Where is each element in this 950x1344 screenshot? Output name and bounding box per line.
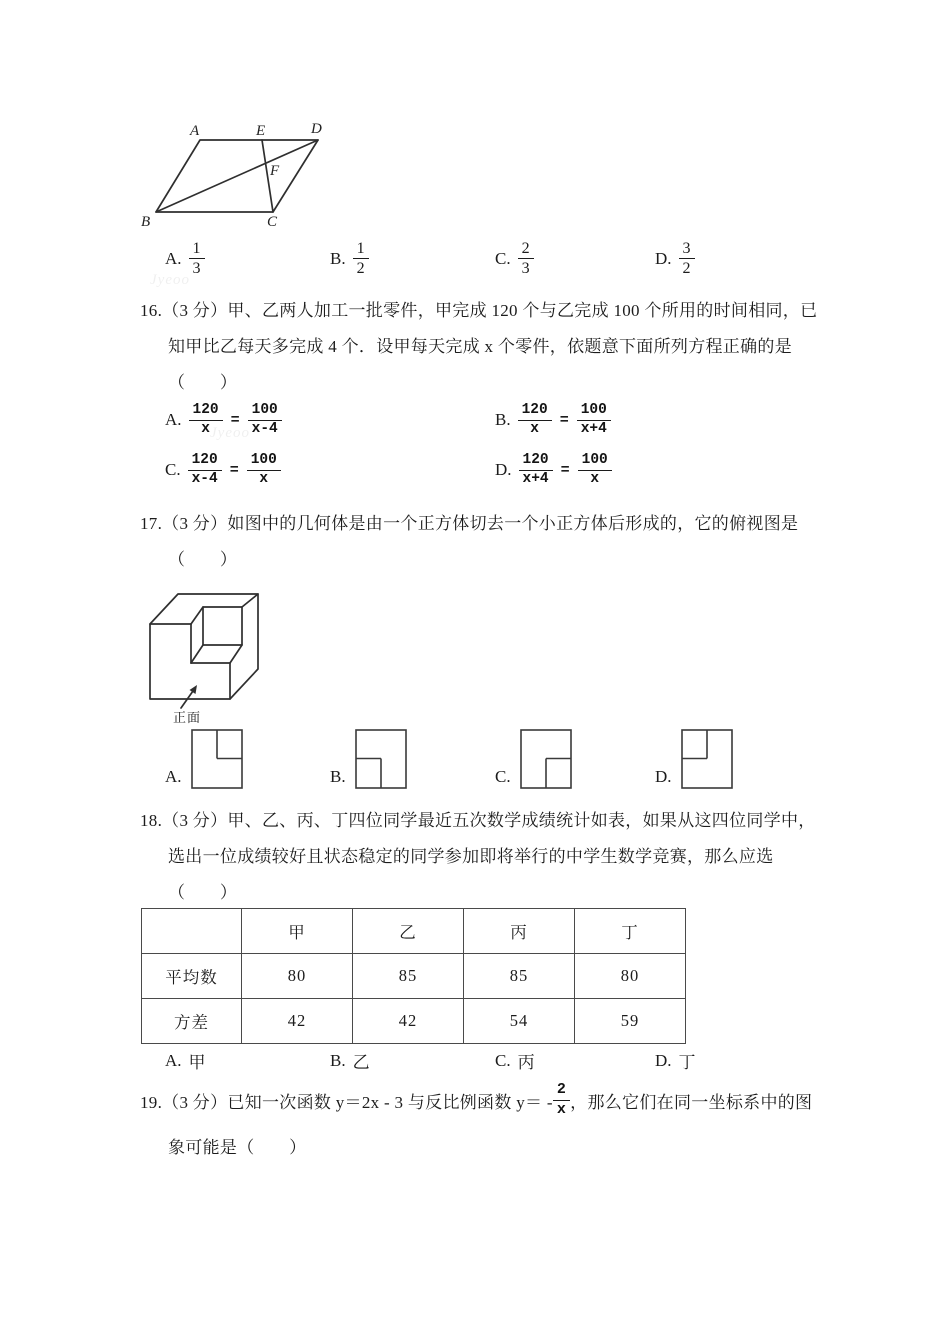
q18-options-row bbox=[0, 1048, 950, 1078]
watermark: Jyeoo bbox=[150, 272, 190, 288]
table-cell: 方差 bbox=[142, 999, 242, 1044]
q17-line1: 17.（3 分）如图中的几何体是由一个正方体切去一个小正方体后形成的，它的俯视图是 bbox=[140, 514, 799, 533]
q18-option-c bbox=[495, 1048, 535, 1073]
option-text: 乙 bbox=[352, 1053, 370, 1072]
score-statistics-table bbox=[141, 908, 686, 1044]
table-row bbox=[142, 954, 686, 999]
fraction: $\frac{100}{x-4}$ bbox=[248, 403, 282, 437]
vertex-label-d: D bbox=[311, 121, 322, 137]
front-face-label: 正面 bbox=[173, 710, 202, 725]
cut-cube-figure bbox=[140, 582, 330, 732]
option-label: D. bbox=[655, 767, 672, 786]
fraction: $\frac{120}{x}$ bbox=[518, 403, 552, 437]
fraction: $\frac{100}{x}$ bbox=[578, 453, 612, 487]
table-cell: 丙 bbox=[464, 909, 575, 954]
table-cell: 80 bbox=[575, 954, 686, 999]
q16-option-a bbox=[165, 403, 282, 437]
q19-line2: 象可能是（ ） bbox=[168, 1138, 307, 1157]
table-cell bbox=[142, 909, 242, 954]
top-view-option-figure bbox=[355, 729, 407, 789]
q18-line2: 选出一位成绩较好且状态稳定的同学参加即将举行的中学生数学竞赛，那么应选 bbox=[168, 847, 774, 866]
q19-line1-pre: 19.（3 分）已知一次函数 y＝2x - 3 与反比例函数 y＝ - bbox=[140, 1092, 553, 1112]
vertex-label-e: E bbox=[256, 123, 266, 139]
option-label: A. bbox=[165, 1050, 182, 1070]
watermark: Jyeoo bbox=[210, 425, 250, 441]
top-view-option-figure bbox=[681, 729, 733, 789]
fraction: $\frac{100}{x+4}$ bbox=[577, 403, 611, 437]
q17-option-d bbox=[655, 729, 733, 789]
equals-sign: = bbox=[559, 411, 569, 429]
table-header-row bbox=[142, 909, 686, 954]
equals-sign: = bbox=[230, 411, 240, 429]
q19-line1 bbox=[140, 1078, 812, 1122]
q16-option-c bbox=[165, 453, 281, 487]
option-label: D. bbox=[495, 460, 512, 480]
q17-option-b bbox=[330, 729, 407, 789]
vertex-label-b: B bbox=[141, 214, 151, 230]
fraction: $\frac{3}{2}$ bbox=[679, 240, 695, 278]
option-label: A. bbox=[165, 248, 182, 268]
q15-options-row bbox=[0, 240, 950, 290]
fraction: $\frac{100}{x}$ bbox=[247, 453, 281, 487]
table-cell: 42 bbox=[353, 999, 464, 1044]
option-label: A. bbox=[165, 767, 182, 786]
q16-options-row2 bbox=[0, 453, 950, 499]
q17-options-row bbox=[0, 729, 950, 791]
option-label: B. bbox=[330, 767, 346, 786]
fraction: $\frac{2}{3}$ bbox=[518, 240, 534, 278]
option-text: 甲 bbox=[188, 1053, 206, 1072]
table-cell: 甲 bbox=[242, 909, 353, 954]
table-cell: 59 bbox=[575, 999, 686, 1044]
q15-option-d bbox=[655, 240, 695, 278]
fraction: $\frac{2}{x}$ bbox=[553, 1082, 570, 1117]
table-row bbox=[142, 999, 686, 1044]
q18-line3: （ ） bbox=[168, 883, 238, 902]
option-label: B. bbox=[495, 410, 511, 430]
q18-line1: 18.（3 分）甲、乙、丙、丁四位同学最近五次数学成绩统计如表，如果从这四位同学中， bbox=[140, 811, 816, 830]
q16-line1: 16.（3 分）甲、乙两人加工一批零件，甲完成 120 个与乙完成 100 个所用的时间相同，已 bbox=[140, 301, 818, 320]
equals-sign: = bbox=[229, 461, 239, 479]
q17-line2: （ ） bbox=[168, 550, 238, 569]
vertex-label-f: F bbox=[270, 163, 280, 179]
fraction: $\frac{1}{2}$ bbox=[353, 240, 369, 278]
q16-option-b bbox=[495, 403, 611, 437]
q17-option-a bbox=[165, 729, 243, 789]
q15-option-c bbox=[495, 240, 534, 278]
table-cell: 80 bbox=[242, 954, 353, 999]
q18-text bbox=[140, 803, 840, 911]
q15-option-b bbox=[330, 240, 369, 278]
table-cell: 85 bbox=[464, 954, 575, 999]
q19-line2-block bbox=[140, 1130, 840, 1166]
option-label: B. bbox=[330, 1050, 346, 1070]
table-cell: 平均数 bbox=[142, 954, 242, 999]
top-view-option-figure bbox=[191, 729, 243, 789]
option-label: C. bbox=[495, 1050, 511, 1070]
fraction: $\frac{1}{3}$ bbox=[189, 240, 205, 278]
table-cell: 54 bbox=[464, 999, 575, 1044]
q17-text bbox=[140, 506, 840, 578]
option-label: D. bbox=[655, 1050, 672, 1070]
option-label: C. bbox=[495, 767, 511, 786]
q18-option-b bbox=[330, 1048, 370, 1073]
q16-line2: 知甲比乙每天多完成 4 个．设甲每天完成 x 个零件，依题意下面所列方程正确的是 bbox=[168, 337, 792, 356]
option-label: A. bbox=[165, 410, 182, 430]
top-view-option-figure bbox=[520, 729, 572, 789]
q18-option-d bbox=[655, 1048, 696, 1073]
option-text: 丁 bbox=[678, 1053, 696, 1072]
fraction: $\frac{120}{x+4}$ bbox=[519, 453, 553, 487]
q16-line3: （ ） bbox=[168, 373, 238, 392]
option-label: D. bbox=[655, 248, 672, 268]
q18-option-a bbox=[165, 1048, 206, 1073]
table-cell: 乙 bbox=[353, 909, 464, 954]
equals-sign: = bbox=[560, 461, 570, 479]
vertex-label-c: C bbox=[267, 214, 278, 230]
table-cell: 85 bbox=[353, 954, 464, 999]
table-cell: 丁 bbox=[575, 909, 686, 954]
option-text: 丙 bbox=[517, 1053, 535, 1072]
vertex-label-a: A bbox=[190, 123, 200, 139]
q16-option-d bbox=[495, 453, 612, 487]
q16-options-row1 bbox=[0, 403, 950, 449]
front-face-arrowhead bbox=[190, 685, 198, 694]
fraction: $\frac{120}{x-4}$ bbox=[188, 453, 222, 487]
option-label: C. bbox=[165, 460, 181, 480]
q17-option-c bbox=[495, 729, 572, 789]
q19-line1-post: ，那么它们在同一坐标系中的图 bbox=[570, 1092, 813, 1112]
parallelogram-figure bbox=[140, 103, 340, 235]
option-label: B. bbox=[330, 248, 346, 268]
q16-text bbox=[140, 293, 840, 401]
fraction: $\frac{120}{x}$ bbox=[189, 403, 223, 437]
q15-option-a bbox=[165, 240, 205, 278]
table-cell: 42 bbox=[242, 999, 353, 1044]
option-label: C. bbox=[495, 248, 511, 268]
